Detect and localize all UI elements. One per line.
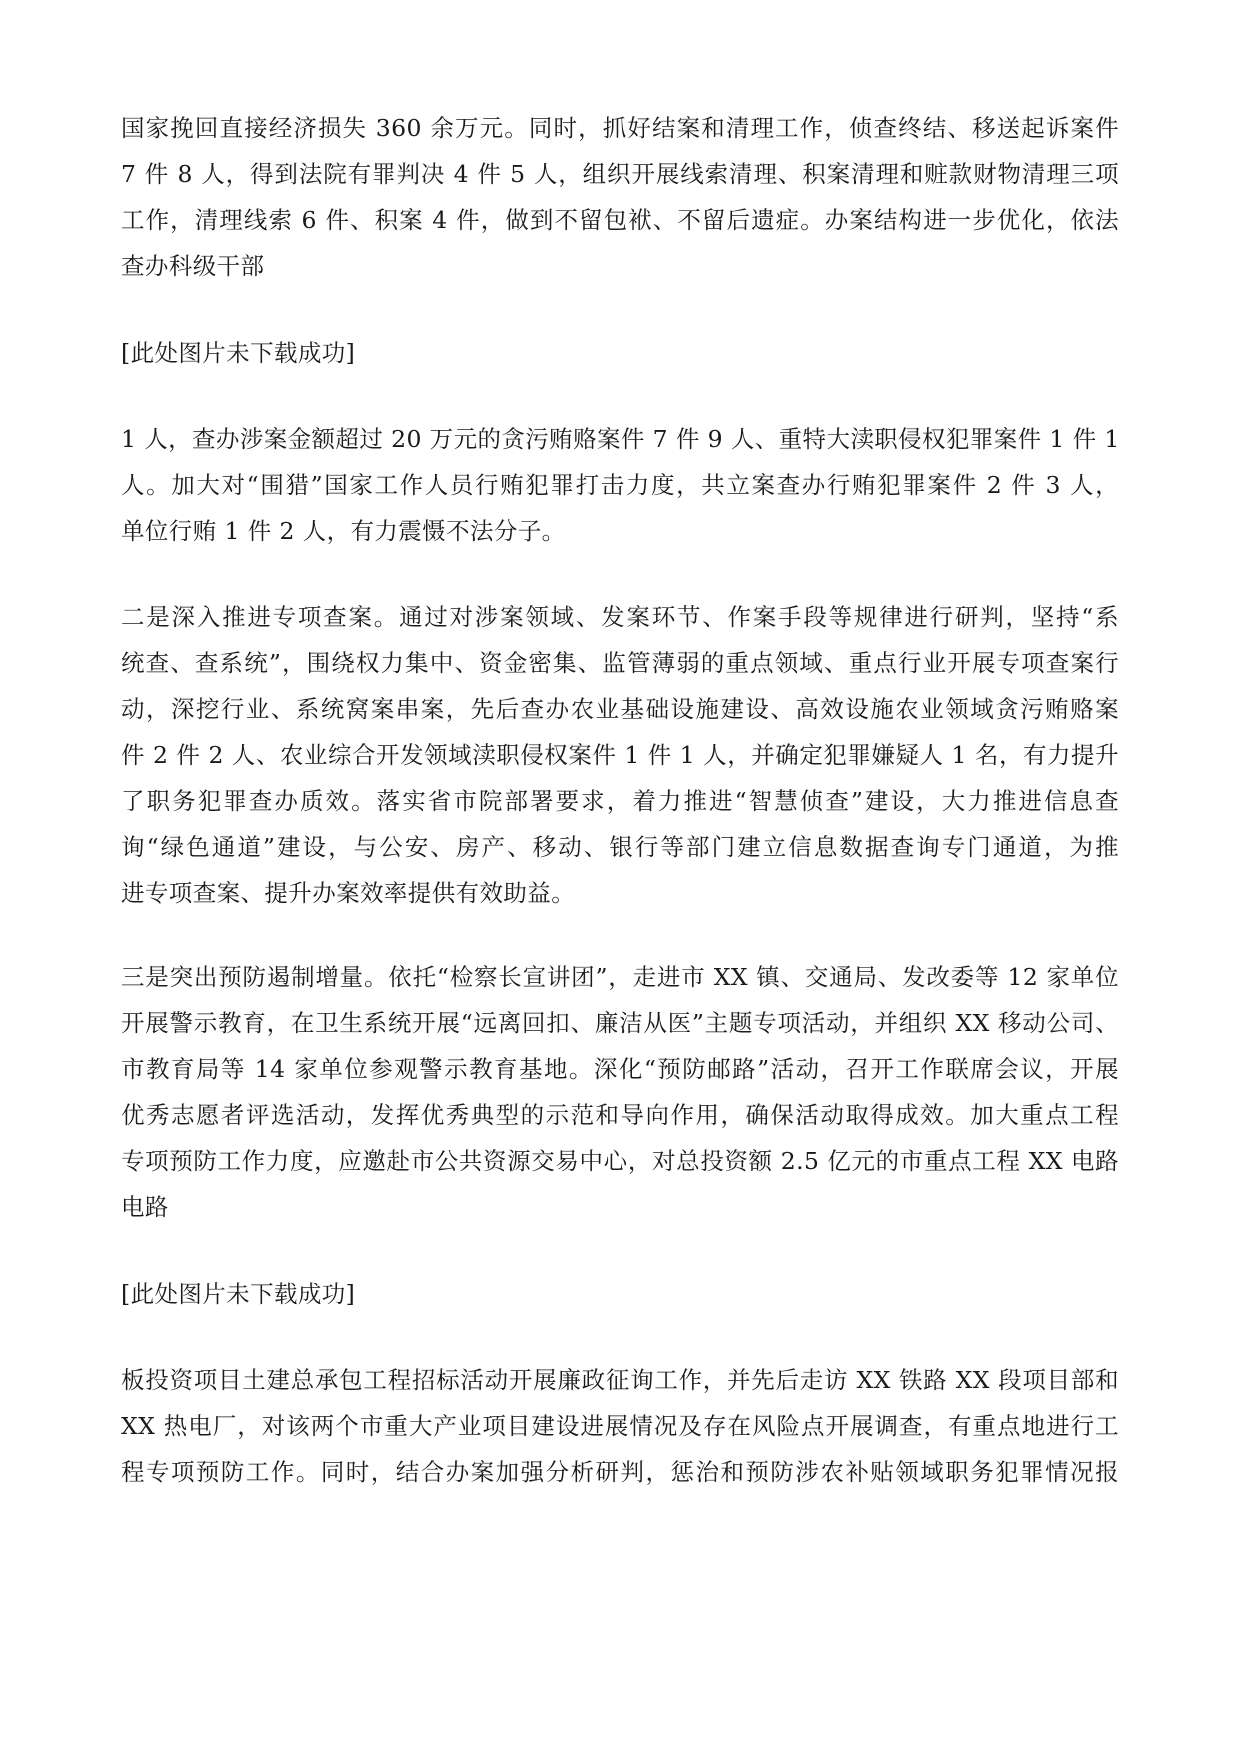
paragraph-2-line-1: 1 人，查办涉案金额超过 20 万元的贪污贿赂案件 7 件 9 人、重特大渎职侵权犯罪案件 1 件 1	[121, 425, 1120, 453]
paragraph-2-line-2: 人。加大对“围猎”国家工作人员行贿犯罪打击力度，共立案查办行贿犯罪案件 2 件 3 人，	[121, 471, 1119, 499]
paragraph-3-line-4: 件 2 件 2 人、农业综合开发领域渎职侵权案件 1 件 1 人，并确定犯罪嫌疑人 1 名，有力提升	[121, 741, 1119, 769]
paragraph-4-line-6: 电路	[121, 1193, 169, 1221]
image-missing-notice: [此处图片未下载成功]	[121, 1280, 356, 1308]
paragraph-3-line-3: 动，深挖行业、系统窝案串案，先后查办农业基础设施建设、高效设施农业领域贪污贿赂案	[121, 695, 1119, 723]
paragraph-4-line-1: 三是突出预防遏制增量。依托“检察长宣讲团”，走进市 XX 镇、交通局、发改委等 12 家单位	[121, 963, 1119, 991]
paragraph-1-line-3: 工作，清理线索 6 件、积案 4 件，做到不留包袱、不留后遗症。办案结构进一步优化，依法	[121, 206, 1119, 234]
paragraph-3-line-7: 进专项查案、提升办案效率提供有效助益。	[121, 879, 576, 907]
paragraph-6-line-2: XX 热电厂，对该两个市重大产业项目建设进展情况及存在风险点开展调查，有重点地进行工	[121, 1412, 1119, 1440]
paragraph-3-line-5: 了职务犯罪查办质效。落实省市院部署要求，着力推进“智慧侦查”建设，大力推进信息查	[121, 787, 1119, 815]
paragraph-3-line-1: 二是深入推进专项查案。通过对涉案领域、发案环节、作案手段等规律进行研判，坚持“系	[121, 603, 1119, 631]
paragraph-3-line-6: 询“绿色通道”建设，与公安、房产、移动、银行等部门建立信息数据查询专门通道，为推	[121, 833, 1119, 861]
paragraph-4-line-3: 市教育局等 14 家单位参观警示教育基地。深化“预防邮路”活动，召开工作联席会议，开展	[121, 1055, 1119, 1083]
image-missing-notice: [此处图片未下载成功]	[121, 339, 356, 367]
paragraph-6-line-3: 程专项预防工作。同时，结合办案加强分析研判，惩治和预防涉农补贴领域职务犯罪情况报	[121, 1458, 1119, 1486]
paragraph-6-line-1: 板投资项目土建总承包工程招标活动开展廉政征询工作，并先后走访 XX 铁路 XX 段项目部和	[121, 1366, 1119, 1394]
paragraph-3-line-2: 统查、查系统”，围绕权力集中、资金密集、监管薄弱的重点领域、重点行业开展专项查案行	[121, 649, 1119, 677]
paragraph-1-line-4: 查办科级干部	[121, 252, 265, 280]
paragraph-1-line-1: 国家挽回直接经济损失 360 余万元。同时，抓好结案和清理工作，侦查终结、移送起诉案件	[121, 114, 1119, 142]
paragraph-1-line-2: 7 件 8 人，得到法院有罪判决 4 件 5 人，组织开展线索清理、积案清理和赃款财物清理三项	[121, 160, 1119, 188]
paragraph-2-line-3: 单位行贿 1 件 2 人，有力震慑不法分子。	[121, 517, 566, 545]
paragraph-4-line-2: 开展警示教育，在卫生系统开展“远离回扣、廉洁从医”主题专项活动，并组织 XX 移动公司、	[121, 1009, 1119, 1037]
paragraph-4-line-4: 优秀志愿者评选活动，发挥优秀典型的示范和导向作用，确保活动取得成效。加大重点工程	[121, 1101, 1119, 1129]
paragraph-4-line-5: 专项预防工作力度，应邀赴市公共资源交易中心，对总投资额 2.5 亿元的市重点工程 XX 电路	[121, 1147, 1119, 1175]
